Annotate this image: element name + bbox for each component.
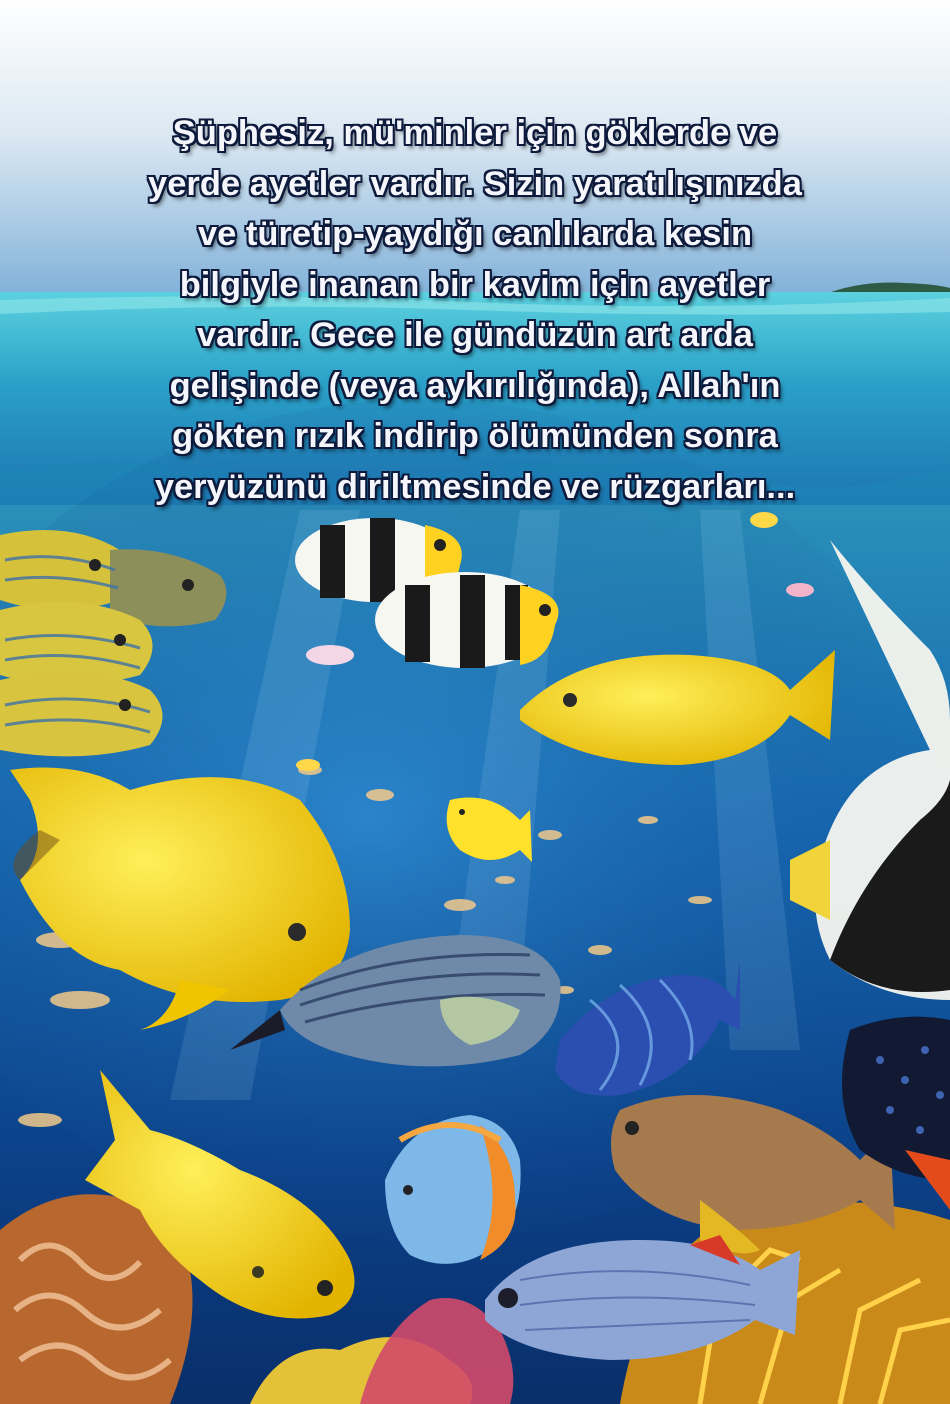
caption-line: gelişinde (veya aykırılığında), Allah'ın bbox=[169, 366, 781, 405]
caption-line: Şüphesiz, mü'minler için göklerde ve bbox=[172, 114, 778, 152]
verse-caption bbox=[40, 108, 910, 512]
caption-line: vardır. Gece ile gündüzün art arda bbox=[197, 316, 753, 354]
caption-line: yeryüzünü diriltmesinde ve rüzgarları... bbox=[154, 467, 796, 506]
caption-line: gökten rızık indirip ölümünden sonra bbox=[172, 417, 778, 455]
caption-line: bilgiyle inanan bir kavim için ayetler bbox=[179, 265, 771, 304]
caption-line: yerde ayetler vardır. Sizin yaratılışınızda bbox=[148, 164, 802, 203]
caption-line: ve türetip-yaydığı canlılarda kesin bbox=[197, 215, 753, 253]
